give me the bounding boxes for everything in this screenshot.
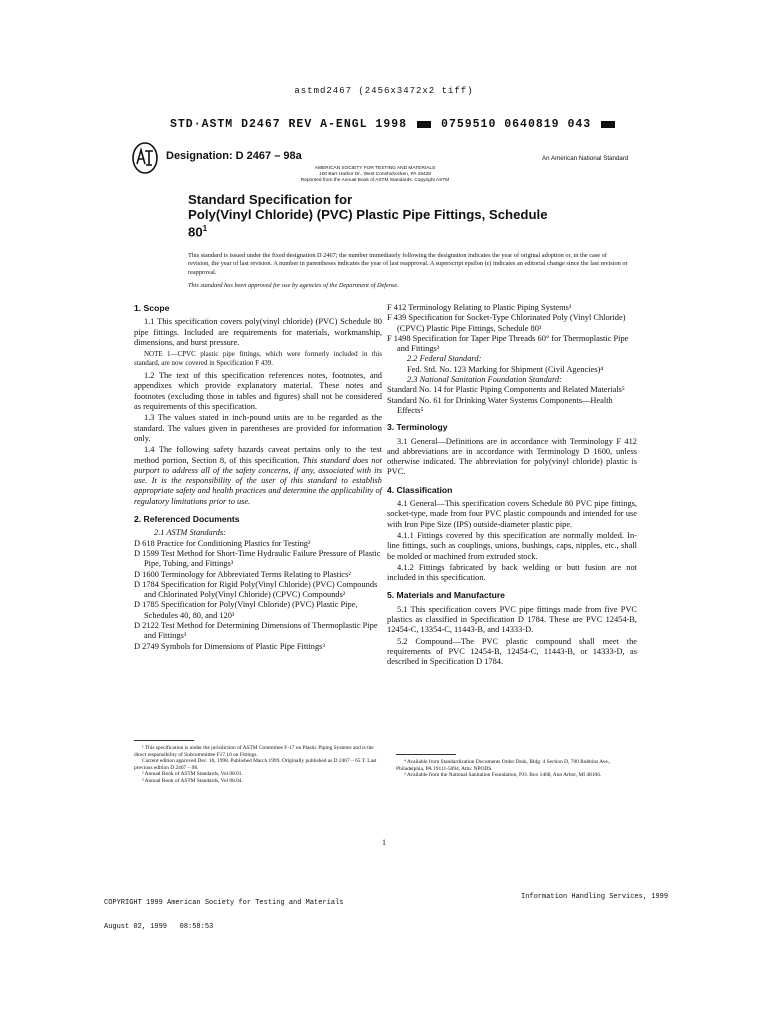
designation-notice: This standard is issued under the fixed designation D 2467; the number immediately following the designation indicates the year of original adoption or, in the case of revision, the year of last revision. A number in parentheses indicates the year of last reapproval. A superscript epsilon (ε) indicates an editorial change since the last revision or reapproval.: [188, 252, 628, 276]
reprint-note: Reprinted from the Annual Book of ASTM Standards. Copyright ASTM: [300, 178, 450, 184]
std-id-code: 0759510 0640819 043: [441, 118, 592, 131]
reference-item: D 618 Practice for Conditioning Plastics for Testing²: [134, 538, 311, 548]
footnote-1: ¹ This specification is under the jurisdiction of ASTM Committee F-17 on Plastic Piping Systems and is the direct responsibility of Subcommittee F17.10 on Fittings.: [134, 745, 374, 758]
reference-item: D 1784 Specification for Rigid Poly(Vinyl Chloride) (PVC) Compounds and Chlorinated Poly(Vinyl Chloride) (CPVC) Compounds²: [134, 579, 378, 600]
society-block: [250, 166, 500, 185]
footnote-rule: [396, 754, 456, 755]
document-title: [188, 193, 588, 240]
nsf-standard-label: 2.3 National Sanitation Foundation Standard:: [407, 375, 562, 385]
section-heading-terminology: 3. Terminology: [387, 422, 448, 433]
astm-standards-label: 2.1 ASTM Standards:: [154, 528, 226, 538]
title-line-2: Poly(Vinyl Chloride) (PVC) Plastic Pipe Fittings, Schedule: [188, 206, 548, 222]
section-heading-scope: 1. Scope: [134, 303, 170, 313]
right-column: [387, 303, 637, 669]
reference-item: D 1600 Terminology for Abbreviated Terms Relating to Plastics²: [134, 569, 351, 579]
reference-item: Standard No. 14 for Plastic Piping Components and Related Materials⁵: [387, 385, 625, 395]
reference-item: F 1498 Specification for Taper Pipe Threads 60° for Thermoplastic Pipe and Fittings³: [387, 333, 629, 354]
services-credit: Information Handling Services, 1999: [521, 893, 669, 901]
dod-approval-note: This standard has been approved for use by agencies of the Department of Defense.: [188, 282, 399, 289]
paragraph-1-3: 1.3 The values stated in inch-pound units are to be regarded as the standard. The values given in parentheses are provided for information only.: [134, 413, 382, 443]
paragraph-4-1-2: 4.1.2 Fittings fabricated by back welding or butt fusion are not included in this specification.: [387, 562, 637, 583]
designation: Designation: D 2467 – 98a: [166, 150, 302, 162]
paragraph-1-1: 1.1 This specification covers poly(vinyl chloride) (PVC) Schedule 80 pipe fittings. Included are requirements for materials, workmanship, dimensions, and burst pressure.: [134, 317, 382, 347]
paragraph-1-4: 1.4 The following safety hazards caveat pertains only to the test method portion, Section 8, of this specification. This standard does not purport to address all of the safety concerns, if any, associated with its use. It is the responsibility of the user of this standard to establish appropriate safety and health practices and determine the applicability of regulatory limitations prior to use.: [134, 445, 382, 506]
paragraph-1-2: 1.2 The text of this specification references notes, footnotes, and appendixes which provide explanatory material. These notes and footnotes (excluding those in tables and figures) shall not be considered as requirements of this specification.: [134, 371, 382, 412]
file-name-line: astmd2467 (2456x3472x2 tiff): [294, 86, 474, 96]
section-heading-referenced-documents: 2. Referenced Documents: [134, 514, 240, 525]
paragraph-5-1: 5.1 This specification covers PVC pipe fittings made from five PVC plastics as classified in Specification D 1784. These are PVC 12454-B, 12454-C, 13354-C, 11443-B, and 14333-D.: [387, 604, 637, 635]
federal-standard-label: 2.2 Federal Standard:: [407, 354, 482, 364]
title-footnote-mark: 1: [202, 224, 208, 233]
reference-item: Fed. Std. No. 123 Marking for Shipment (Civil Agencies)⁴: [407, 364, 604, 374]
reference-item: F 439 Specification for Socket-Type Chlorinated Poly (Vinyl Chloride) (CPVC) Plastic Pipe Fittings, Schedule 80³: [387, 313, 626, 333]
std-id-left: STD·ASTM D2467 REV A-ENGL 1998: [170, 118, 408, 131]
black-block-mark: [601, 121, 615, 128]
std-id-line: [170, 118, 615, 131]
left-footnotes: [134, 728, 382, 785]
footnote-3: ³ Annual Book of ASTM Standards, Vol 08.04.: [142, 777, 243, 784]
print-timestamp: August 02, 1999 08:58:53: [104, 923, 214, 931]
paragraph-4-1-1: 4.1.1 Fittings covered by this specification are normally molded. In-line fittings, such as couplings, unions, bushings, caps, nipples, etc., shall be molded or machined from extruded stock.: [387, 530, 637, 561]
reference-item: D 2749 Symbols for Dimensions of Plastic Pipe Fittings³: [134, 641, 325, 651]
section-heading-classification: 4. Classification: [387, 484, 453, 495]
left-column: [134, 303, 382, 652]
black-block-mark: [417, 121, 431, 128]
paragraph-5-2: 5.2 Compound—The PVC plastic compound shall meet the requirements of PVC 12454-B, 12454-C, 11443-B, or 14333-D, as described in Specification D 1784.: [387, 636, 637, 667]
footnote-4: ⁴ Available from Standardization Documents Order Desk, Bldg. 4 Section D, 700 Robbins Ave., Philadelphia, PA 19111-5094, Attn: NPODS.: [396, 759, 611, 772]
society-address: 100 Barr Harbor Dr., West Conshohocken, PA 19428: [319, 172, 431, 178]
section-heading-materials: 5. Materials and Manufacture: [387, 590, 505, 601]
paragraph-3-1: 3.1 General—Definitions are in accordance with Terminology F 412 and abbreviations are in accordance with Terminology D 1600, unless otherwise indicated. The abbreviation for poly(vinyl chloride) plastic is PVC.: [387, 436, 637, 477]
title-line-3: $80^1$: [188, 224, 208, 240]
right-footnotes: [396, 742, 636, 779]
astm-logo-icon: [132, 142, 158, 174]
reference-item: Standard No. 61 for Drinking Water Systems Components—Health Effects⁵: [387, 395, 613, 415]
note-1: NOTE 1—CPVC plastic pipe fittings, which were formerly included in this standard, are now covered in Specification F 439.: [134, 350, 382, 368]
footnote-5: ⁵ Available from the National Sanitation Foundation, P.O. Box 1468, Ann Arbor, MI 48106.: [404, 772, 602, 779]
national-standard-label: An American National Standard: [542, 155, 629, 162]
page-number: 1: [382, 838, 386, 847]
copyright-line: COPYRIGHT 1999 American Society for Testing and Materials: [104, 899, 344, 907]
reference-item: D 1599 Test Method for Short-Time Hydraulic Failure Pressure of Plastic Pipe, Tubing, and Fittings³: [134, 548, 381, 569]
footnote-rule: [134, 740, 194, 741]
footnote-edition: Current edition approved Dec. 10, 1998. Published March 1999. Originally published as D 2467 – 65 T. Last previous edition D 2467 – 98.: [134, 758, 377, 771]
footnote-2: ² Annual Book of ASTM Standards, Vol 08.01.: [142, 771, 243, 778]
reference-item: F 412 Terminology Relating to Plastic Piping Systems³: [387, 303, 572, 312]
title-line-1: Standard Specification for: [188, 192, 353, 207]
copyright-block: [104, 883, 343, 939]
society-name: AMERICAN SOCIETY FOR TESTING AND MATERIALS: [314, 166, 436, 171]
reference-item: D 1785 Specification for Poly(Vinyl Chloride) (PVC) Plastic Pipe, Schedules 40, 80, and 120³: [134, 600, 358, 620]
reference-item: D 2122 Test Method for Determining Dimensions of Thermoplastic Pipe and Fittings³: [134, 621, 378, 641]
paragraph-4-1: 4.1 General—This specification covers Schedule 80 PVC pipe fittings, socket-type, made from four PVC plastic compounds and intended for use with Iron Pipe Size (IPS) outside-diameter plastic pipe.: [387, 499, 637, 529]
